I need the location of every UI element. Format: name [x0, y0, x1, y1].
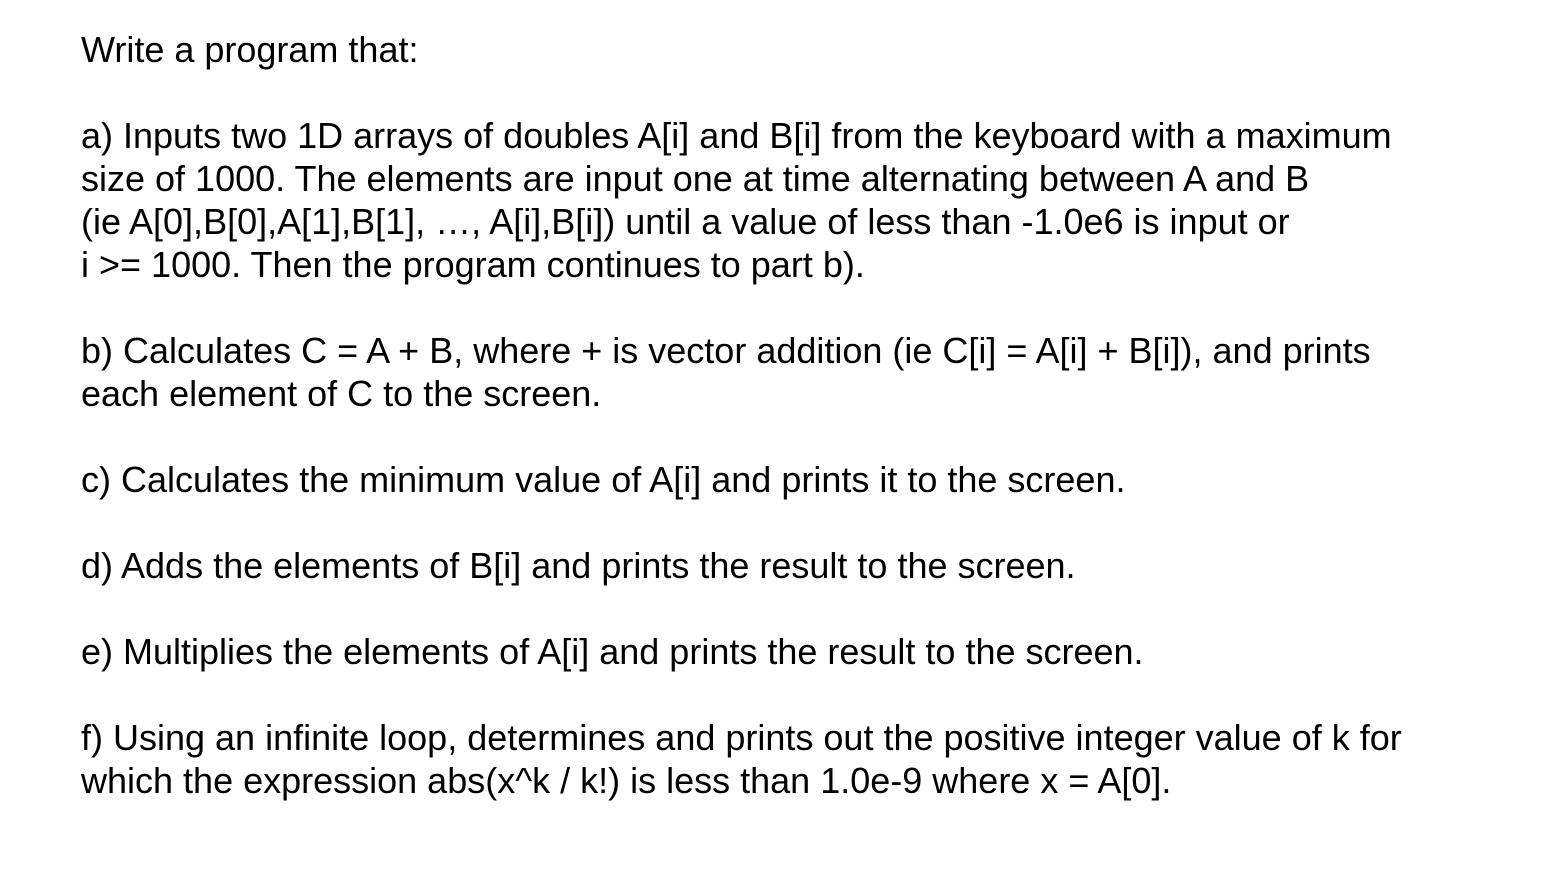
part-f-line: which the expression abs(x^k / k!) is less than 1.0e-9 where x = A[0]. [81, 760, 1172, 801]
page-title: Write a program that: [81, 29, 419, 70]
part-f [81, 716, 1521, 802]
part-a [81, 114, 1521, 286]
part-a-line: a) Inputs two 1D arrays of doubles A[i] and B[i] from the keyboard with a maximum [81, 115, 1392, 156]
part-b [81, 329, 1521, 415]
part-c-line: c) Calculates the minimum value of A[i] and prints it to the screen. [81, 459, 1126, 500]
part-d-line: d) Adds the elements of B[i] and prints the result to the screen. [81, 545, 1076, 586]
part-d [81, 544, 1521, 587]
part-e-line: e) Multiplies the elements of A[i] and prints the result to the screen. [81, 631, 1144, 672]
part-a-line: size of 1000. The elements are input one at time alternating between A and B [81, 158, 1310, 199]
document-body [81, 28, 1521, 845]
part-b-line: b) Calculates C = A + B, where + is vector addition (ie C[i] = A[i] + B[i]), and prints [81, 330, 1371, 371]
part-a-line: i >= 1000. Then the program continues to part b). [81, 244, 865, 285]
part-f-line: f) Using an infinite loop, determines and prints out the positive integer value of k for [81, 717, 1402, 758]
part-c [81, 458, 1521, 501]
part-e [81, 630, 1521, 673]
part-a-line: (ie A[0],B[0],A[1],B[1], …, A[i],B[i]) until a value of less than -1.0e6 is input or [81, 201, 1290, 242]
part-b-line: each element of C to the screen. [81, 373, 602, 414]
